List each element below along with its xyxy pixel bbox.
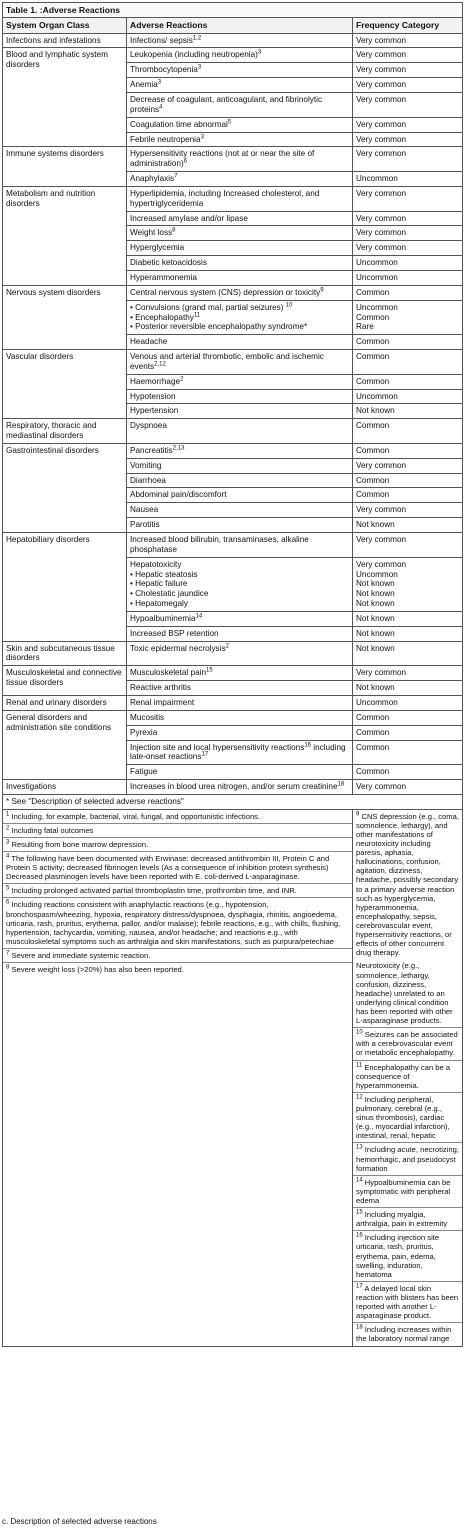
table-row: [3, 33, 463, 48]
table-row: [3, 666, 463, 681]
table-row: [3, 443, 463, 458]
footnote-text: Encephalopathy can be a consequence of hyperammonemia.: [356, 1062, 451, 1090]
frequency-cell: Common: [353, 419, 463, 444]
footnote: [3, 949, 352, 963]
table-row: [3, 350, 463, 375]
footnotes-row: [3, 809, 463, 1346]
adverse-reaction-cell: [127, 241, 353, 256]
adverse-reaction-cell: [127, 518, 353, 533]
footnote-text: Hypoalbuminemia can be symptomatic with peripheral edema: [356, 1177, 451, 1205]
footnotes-right: [353, 809, 463, 1346]
footnote-text: Including reactions consistent with anaphylactic reactions (e.g., hypotension, bronchospasm/wheezing, hypoxia, respiratory distress/dyspnoea, dysphagia, rhinitis, angioedema, urticaria, rash, pruritus, erythema, pallor, and/or malaise); febrile reactions, e.g., with chills, flushing, hypertension, tachycardia, vomiting, nausea, and/or headache; and reactions e.g., with musculoskeletal symptoms such as arthralgia and skin manifestations, such as purpura/petechiae: [6, 900, 341, 946]
frequency-cell: Very common: [353, 503, 463, 518]
footnote-number: 8: [6, 964, 10, 971]
reaction-text: Diarrhoea: [130, 475, 166, 485]
footnote-text: Including prolonged activated partial thromboplastin time, prothrombin time, and INR.: [9, 886, 297, 896]
adverse-reaction-cell: [127, 78, 353, 93]
reaction-text: Leukopenia (including neutropenia): [130, 50, 258, 60]
system-organ-class: Renal and urinary disorders: [3, 695, 127, 710]
adverse-reaction-cell: [127, 147, 353, 172]
reaction-text: Musculoskeletal pain: [130, 668, 207, 678]
frequency-cell: Very common: [353, 458, 463, 473]
reaction-text: Injection site and local hypersensitivity reactions: [130, 742, 305, 752]
reaction-text: Vomiting: [130, 460, 162, 470]
reaction-text: Haemorrhage: [130, 376, 181, 386]
footnote-number: 17: [356, 1283, 363, 1290]
frequency-cell: Very common: [353, 132, 463, 147]
footnote-ref: 18: [337, 781, 345, 788]
reaction-text: Fatigue: [130, 767, 158, 777]
adverse-reaction-cell: [127, 48, 353, 63]
system-organ-class: Infections and infestations: [3, 33, 127, 48]
footnote-ref: 10: [285, 301, 293, 308]
footnote: [3, 884, 352, 898]
adverse-reaction-cell: [127, 374, 353, 389]
system-organ-class: Respiratory, thoracic and mediastinal disorders: [3, 419, 127, 444]
reaction-text: • Convulsions (grand mal, partial seizures): [130, 302, 286, 312]
adverse-reaction-cell: [127, 300, 353, 335]
adverse-reaction-cell: [127, 666, 353, 681]
frequency-cell: Not known: [353, 626, 463, 641]
reaction-text: Headache: [130, 337, 168, 347]
adverse-reaction-cell: [127, 611, 353, 626]
footnote: [353, 1323, 462, 1345]
adverse-reaction-cell: [127, 256, 353, 271]
frequency-cell: [353, 300, 463, 335]
frequency-cell: Uncommon: [353, 256, 463, 271]
system-organ-class: Vascular disorders: [3, 350, 127, 419]
reaction-text: Diabetic ketoacidosis: [130, 258, 207, 268]
footnote-number: 18: [356, 1324, 363, 1331]
footnote: [353, 1231, 462, 1282]
adverse-reaction-cell: [127, 557, 353, 611]
reaction-text: • Cholestatic jaundice: [130, 589, 209, 599]
reaction-line: [130, 589, 349, 599]
footnote-ref: 9: [320, 287, 324, 294]
system-organ-class: Blood and lymphatic system disorders: [3, 48, 127, 147]
footnote-ref: 2: [225, 642, 229, 649]
reaction-text: Pyrexia: [130, 727, 158, 737]
frequency-cell: Common: [353, 350, 463, 375]
footnote-number: 12: [356, 1094, 363, 1101]
adverse-reaction-cell: [127, 695, 353, 710]
adverse-reaction-cell: [127, 626, 353, 641]
adverse-reaction-cell: [127, 725, 353, 740]
footnote: [353, 1061, 462, 1093]
reaction-text: Hypoalbuminemia: [130, 613, 196, 623]
system-organ-class: Skin and subcutaneous tissue disorders: [3, 641, 127, 666]
frequency-value: Common: [356, 312, 390, 322]
system-organ-class: Metabolism and nutrition disorders: [3, 186, 127, 285]
reaction-text: Increased amylase and/or lipase: [130, 213, 248, 223]
table-note: * See "Description of selected adverse reactions": [3, 794, 463, 809]
table-row: [3, 48, 463, 63]
reaction-text: Anemia: [130, 80, 158, 90]
adverse-reaction-cell: [127, 33, 353, 48]
reaction-text: Hypersensitivity reactions (not at or near the site of administration): [130, 149, 315, 169]
adverse-reaction-cell: [127, 285, 353, 300]
frequency-cell: Very common: [353, 186, 463, 211]
footnote-ref: 2,13: [172, 445, 185, 452]
frequency-cell: Very common: [353, 93, 463, 118]
frequency-cell: Not known: [353, 404, 463, 419]
frequency-cell: Common: [353, 443, 463, 458]
footnote-text: CNS depression (e.g., coma, somnolence, lethargy), and other manifestations of neurotoxicity including paresis, aphasia, hallucinations, confusion, agitation, dizziness, headache, possibly secondary to a primary adverse reaction such as hyperglycemia, hyperammonemia, encephalopathy, sepsis, cerebrovascular event, hypersensitivity reactions, or effects of other concurrent drug therapy.: [356, 811, 459, 958]
footnote: [353, 1176, 462, 1208]
footnote-number: 7: [6, 950, 10, 957]
adverse-reaction-cell: [127, 503, 353, 518]
table-row: [3, 147, 463, 172]
adverse-reaction-cell: [127, 270, 353, 285]
reaction-text: Venous and arterial thrombotic, embolic and ischemic events: [130, 352, 324, 371]
frequency-cell: Not known: [353, 681, 463, 696]
reaction-text: • Encephalopathy: [130, 312, 194, 322]
frequency-cell: Very common: [353, 33, 463, 48]
reaction-text: Dyspnoea: [130, 421, 167, 431]
frequency-cell: Very common: [353, 533, 463, 558]
footnote-ref: 17: [201, 751, 209, 758]
footnote-number: 1: [6, 811, 10, 818]
reaction-line: [130, 579, 349, 589]
footnote: [353, 810, 462, 1029]
frequency-value: Not known: [356, 589, 395, 599]
header-adverse-reactions: Adverse Reactions: [127, 18, 353, 33]
frequency-cell: Very common: [353, 48, 463, 63]
adverse-reaction-cell: [127, 132, 353, 147]
table-row: [3, 419, 463, 444]
footnote-number: 2: [6, 825, 10, 832]
reaction-text: Hypotension: [130, 391, 176, 401]
reaction-text: • Hepatic failure: [130, 579, 188, 589]
reaction-text: Hyperammonemia: [130, 272, 197, 282]
adverse-reactions-table: [2, 2, 463, 1347]
table-row: [3, 186, 463, 211]
adverse-reaction-cell: [127, 186, 353, 211]
reaction-text: Renal impairment: [130, 697, 195, 707]
footnote: [3, 898, 352, 949]
footnote-ref: 7: [174, 173, 178, 180]
footnote-text: Including peripheral, pulmonary, cerebral (e.g., sinus thrombosis), cardiac (e.g., myocardial infarction), intestinal, renal, hepatic: [356, 1094, 450, 1141]
footnote-text: Including myalgia, arthralgia, pain in extremity: [356, 1210, 448, 1229]
frequency-value: Uncommon: [356, 569, 398, 579]
adverse-reaction-cell: [127, 350, 353, 375]
reaction-text: Thrombocytopenia: [130, 65, 198, 75]
adverse-reaction-cell: [127, 681, 353, 696]
reaction-text: Toxic epidermal necrolysis: [130, 643, 226, 653]
reaction-line: [130, 322, 349, 332]
reaction-line: [130, 599, 349, 609]
reaction-text: Febrile neutropenia: [130, 134, 201, 144]
table-row: [3, 695, 463, 710]
system-organ-class: Musculoskeletal and connective tissue disorders: [3, 666, 127, 696]
table-row: [3, 285, 463, 300]
reaction-text: Parotitis: [130, 520, 160, 530]
frequency-cell: Uncommon: [353, 695, 463, 710]
footnote-text: Including injection site urticaria, rash, pruritus, erythema, pain, edema, swelling, induration, hematoma: [356, 1233, 440, 1279]
footnote-text: Severe weight loss (>20%) has also been reported.: [9, 965, 184, 975]
frequency-cell: Common: [353, 710, 463, 725]
adverse-reaction-cell: [127, 458, 353, 473]
adverse-reaction-cell: [127, 335, 353, 350]
frequency-cell: Common: [353, 765, 463, 780]
footnote-number: 11: [356, 1062, 363, 1069]
footnote-ref: 15: [206, 667, 213, 674]
frequency-value: Uncommon: [356, 302, 398, 312]
adverse-reaction-cell: [127, 117, 353, 132]
footnote-ref: 14: [195, 613, 203, 620]
reaction-text: Anaphylaxis: [130, 174, 175, 184]
frequency-value: Rare: [356, 322, 374, 332]
footnote-text: A delayed local skin reaction with blisters has been reported with another L-asparaginase product.: [356, 1283, 459, 1321]
footnote-number: 16: [356, 1232, 363, 1239]
reaction-text: Increased BSP retention: [130, 628, 219, 638]
footnote: [353, 1282, 462, 1323]
frequency-value: Not known: [356, 579, 395, 589]
frequency-cell: Very common: [353, 226, 463, 241]
footnote: [353, 1208, 462, 1231]
footnote-number: 15: [356, 1209, 363, 1216]
reaction-text: Mucositis: [130, 712, 165, 722]
footnote-ref: 2,12: [154, 361, 166, 368]
frequency-cell: Very common: [353, 63, 463, 78]
frequency-cell: [353, 557, 463, 611]
frequency-cell: Very common: [353, 666, 463, 681]
adverse-reaction-cell: [127, 63, 353, 78]
frequency-cell: Very common: [353, 117, 463, 132]
table-row: [3, 794, 463, 809]
footnote-ref: 16: [304, 741, 311, 748]
frequency-cell: Very common: [353, 147, 463, 172]
footnote: [3, 852, 352, 884]
reaction-text: • Hepatomegaly: [130, 599, 188, 609]
reaction-text: including late-onset reactions: [130, 742, 346, 762]
footnote-ref: 1,2: [192, 34, 202, 41]
footnote-number: 3: [6, 839, 10, 846]
reaction-text: Decrease of coagulant, anticoagulant, and fibrinolytic proteins: [130, 95, 323, 114]
reaction-line: [130, 303, 349, 313]
reaction-text: Hepatotoxicity: [130, 559, 182, 569]
footnote-number: 4: [6, 853, 10, 860]
adverse-reaction-cell: [127, 226, 353, 241]
system-organ-class: Hepatobiliary disorders: [3, 533, 127, 642]
reaction-text: • Hepatic steatosis: [130, 569, 198, 579]
footnote-number: 9: [356, 811, 360, 818]
reaction-text: Infections/ sepsis: [130, 35, 193, 45]
footnote: [3, 963, 352, 976]
adverse-reaction-cell: [127, 404, 353, 419]
frequency-cell: Very common: [353, 241, 463, 256]
footnote-number: 14: [356, 1177, 363, 1184]
adverse-reaction-cell: [127, 211, 353, 226]
frequency-cell: Uncommon: [353, 389, 463, 404]
reaction-text: Reactive arthritis: [130, 683, 191, 693]
header-soc: System Organ Class: [3, 18, 127, 33]
system-organ-class: Investigations: [3, 780, 127, 795]
system-organ-class: Nervous system disorders: [3, 285, 127, 349]
footnote-text: The following have been documented with Erwinase: decreased antithrombin III, Protein C and Protein S activity; decreased fibrinogen levels (As a consequence of inhibition protein synthesis) Decreased plasminogen levels have been reported with E. coli-derived L-asparaginase.: [6, 854, 330, 882]
adverse-reaction-cell: [127, 488, 353, 503]
adverse-reaction-cell: [127, 443, 353, 458]
frequency-cell: Uncommon: [353, 172, 463, 187]
footnote: [353, 1028, 462, 1060]
frequency-cell: Common: [353, 740, 463, 765]
footnote-ref: 3: [157, 79, 162, 86]
reaction-line: [130, 560, 349, 570]
footnote: [353, 1143, 462, 1175]
frequency-cell: Common: [353, 488, 463, 503]
frequency-value: Not known: [356, 599, 395, 609]
footnote: [3, 810, 352, 824]
adverse-reaction-cell: [127, 93, 353, 118]
adverse-reaction-cell: [127, 172, 353, 187]
frequency-value: Very common: [356, 559, 407, 569]
frequency-cell: Not known: [353, 611, 463, 626]
adverse-reaction-cell: [127, 710, 353, 725]
adverse-reaction-cell: [127, 473, 353, 488]
table-caption: Table 1. :Adverse Reactions: [3, 3, 463, 18]
footnote-text: Resulting from bone marrow depression.: [9, 839, 149, 849]
footnote-ref: 3: [197, 64, 202, 71]
footnote-ref: 6: [183, 158, 188, 165]
footnote-number: 10: [356, 1029, 363, 1036]
footnote-ref: 3: [200, 133, 204, 140]
reaction-text: Abdominal pain/discomfort: [130, 490, 227, 500]
reaction-text: Hyperglycemia: [130, 243, 185, 253]
footnote-text: Including acute, necrotizing, hemorrhagic, and pseudocyst formation: [356, 1145, 459, 1173]
adverse-reaction-cell: [127, 641, 353, 666]
footnote-number: 6: [6, 899, 10, 906]
adverse-reaction-cell: [127, 389, 353, 404]
table-row: [3, 780, 463, 795]
frequency-cell: Not known: [353, 518, 463, 533]
footnote-text: Severe and immediate systemic reaction.: [9, 951, 151, 961]
system-organ-class: General disorders and administration site conditions: [3, 710, 127, 779]
frequency-cell: Common: [353, 335, 463, 350]
reaction-text: Hyperlipidemia, including Increased cholesterol, and hypertriglyceridemia: [130, 188, 320, 208]
footnote-text: Including, for example, bacterial, viral, fungal, and opportunistic infections.: [9, 811, 261, 821]
frequency-cell: Common: [353, 374, 463, 389]
footnote-number: 13: [356, 1144, 363, 1151]
section-heading-tail: c. Description of selected adverse reactions: [2, 1517, 157, 1526]
adverse-reaction-cell: [127, 740, 353, 765]
table-row: [3, 533, 463, 558]
footnote: [3, 838, 352, 852]
frequency-cell: Very common: [353, 780, 463, 795]
reaction-text: Pancreatitis: [130, 445, 173, 455]
table-row: [3, 710, 463, 725]
header-frequency: Frequency Category: [353, 18, 463, 33]
reaction-text: • Posterior reversible encephalopathy syndrome*: [130, 322, 308, 332]
table-row: [3, 641, 463, 666]
adverse-reaction-cell: [127, 780, 353, 795]
footnote-ref: 11: [193, 311, 201, 318]
footnote-text: Seizures can be associated with a cerebrovascular event or metabolic encephalopathy.: [356, 1030, 458, 1058]
reaction-text: Central nervous system (CNS) depression or toxicity: [130, 287, 321, 297]
footnote-number: 5: [6, 885, 10, 892]
reaction-line: [130, 570, 349, 580]
reaction-line: [130, 313, 349, 323]
reaction-text: Nausea: [130, 505, 159, 515]
footnote-ref: 8: [172, 227, 176, 234]
system-organ-class: Immune systems disorders: [3, 147, 127, 187]
footnote-ref: 2: [180, 375, 184, 382]
reaction-text: Hypertension: [130, 406, 179, 416]
adverse-reaction-cell: [127, 533, 353, 558]
frequency-cell: Common: [353, 285, 463, 300]
reaction-text: Coagulation time abnormal: [130, 119, 228, 129]
footnote-ref: 4: [159, 104, 163, 111]
reaction-text: Weight loss: [130, 228, 173, 238]
footnote: [353, 1093, 462, 1144]
frequency-cell: Very common: [353, 211, 463, 226]
frequency-cell: Common: [353, 725, 463, 740]
adverse-reaction-cell: [127, 419, 353, 444]
frequency-cell: Not known: [353, 641, 463, 666]
adverse-reaction-cell: [127, 765, 353, 780]
reaction-text: Increased blood bilirubin, transaminases, alkaline phosphatase: [130, 535, 309, 554]
frequency-cell: Common: [353, 473, 463, 488]
system-organ-class: Gastrointestinal disorders: [3, 443, 127, 532]
footnote-text: Including increases within the laboratory normal range: [356, 1325, 452, 1344]
footnote-ref: 3: [257, 49, 262, 56]
frequency-cell: Uncommon: [353, 270, 463, 285]
footnotes-left: [3, 809, 353, 1346]
footnote-text: Including fatal outcomes: [9, 825, 94, 835]
footnote-ref: 5: [227, 118, 232, 125]
footnote-text: Neurotoxicity (e.g., somnolence, lethargy, confusion, dizziness, headache) unrelated to an underlying clinical condition has been reported with other L-asparaginase products.: [356, 961, 453, 1026]
frequency-cell: Very common: [353, 78, 463, 93]
footnote: [3, 824, 352, 838]
reaction-text: Increases in blood urea nitrogen, and/or serum creatinine: [130, 782, 338, 792]
